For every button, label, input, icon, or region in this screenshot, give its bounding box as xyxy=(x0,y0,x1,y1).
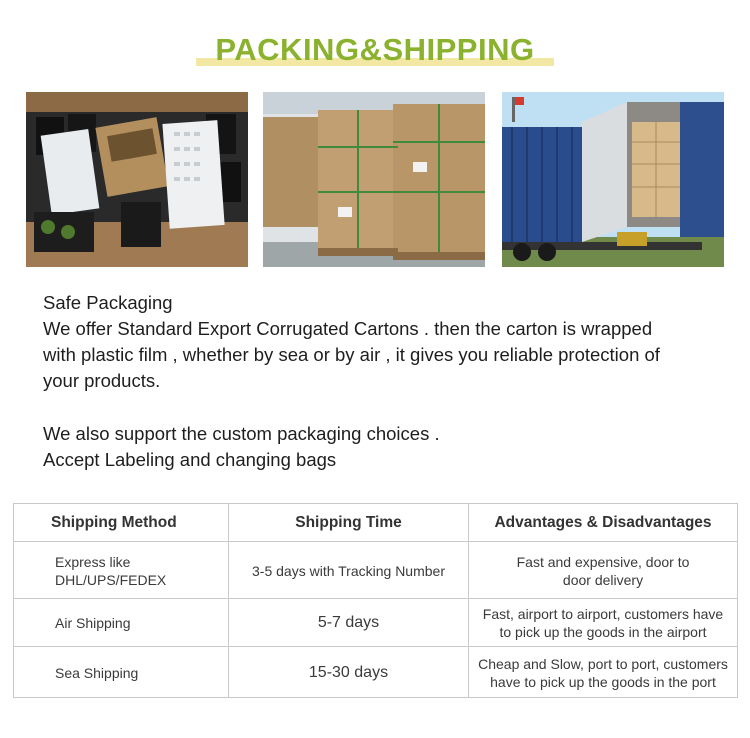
header-shipping-time: Shipping Time xyxy=(228,504,468,541)
table-row xyxy=(14,541,737,599)
title-section xyxy=(0,30,750,75)
custom-packaging-description xyxy=(43,421,733,473)
method-text: DHL/UPS/FEDEX xyxy=(55,571,167,588)
shipping-method-cell: Sea Shipping xyxy=(55,664,139,681)
header-advantages: Advantages & Disadvantages xyxy=(468,504,737,541)
packaging-text-line: your products. xyxy=(43,370,161,391)
container-truck-illustration xyxy=(502,92,724,267)
shipping-time-cell: 3-5 days with Tracking Number xyxy=(228,542,468,599)
carton-pallets-photo xyxy=(263,92,485,267)
note-text: Cheap and Slow, port to port, customers xyxy=(478,655,728,672)
packaging-heading: Safe Packaging xyxy=(43,292,173,313)
advantages-cell xyxy=(468,542,737,599)
note-text: to pick up the goods in the airport xyxy=(499,624,707,640)
shipping-method-cell: Air Shipping xyxy=(55,615,131,631)
table-row xyxy=(14,598,737,647)
shipping-table xyxy=(13,503,738,698)
header-shipping-method: Shipping Method xyxy=(51,513,177,531)
advantages-cell xyxy=(468,647,737,698)
packaging-text-line: We offer Standard Export Corrugated Cartons . then the carton is wrapped xyxy=(43,318,653,339)
packaging-description xyxy=(43,290,733,394)
table-header-row xyxy=(14,504,737,541)
packed-products-photo xyxy=(26,92,248,267)
note-text: Fast and expensive, door to xyxy=(516,553,690,570)
note-text: have to pick up the goods in the port xyxy=(490,673,716,690)
note-text: door delivery xyxy=(562,571,644,588)
table-row xyxy=(14,646,737,698)
container-truck-photo xyxy=(502,92,724,267)
shipping-time-cell: 5-7 days xyxy=(228,599,468,647)
shipping-method-cell xyxy=(14,542,228,599)
page-title: PACKING&SHIPPING xyxy=(215,32,535,67)
shipping-time-cell: 15-30 days xyxy=(228,647,468,698)
method-text: Express like xyxy=(55,553,131,570)
labeling-line: Accept Labeling and changing bags xyxy=(43,449,337,470)
advantages-cell xyxy=(468,599,737,647)
carton-pallets-illustration xyxy=(263,92,485,267)
custom-packaging-line: We also support the custom packaging choices . xyxy=(43,423,440,444)
packed-products-illustration xyxy=(26,92,248,267)
packaging-text-line: with plastic film , whether by sea or by air , it gives you reliable protection of xyxy=(43,344,660,365)
note-text: Fast, airport to airport, customers have xyxy=(482,606,724,622)
